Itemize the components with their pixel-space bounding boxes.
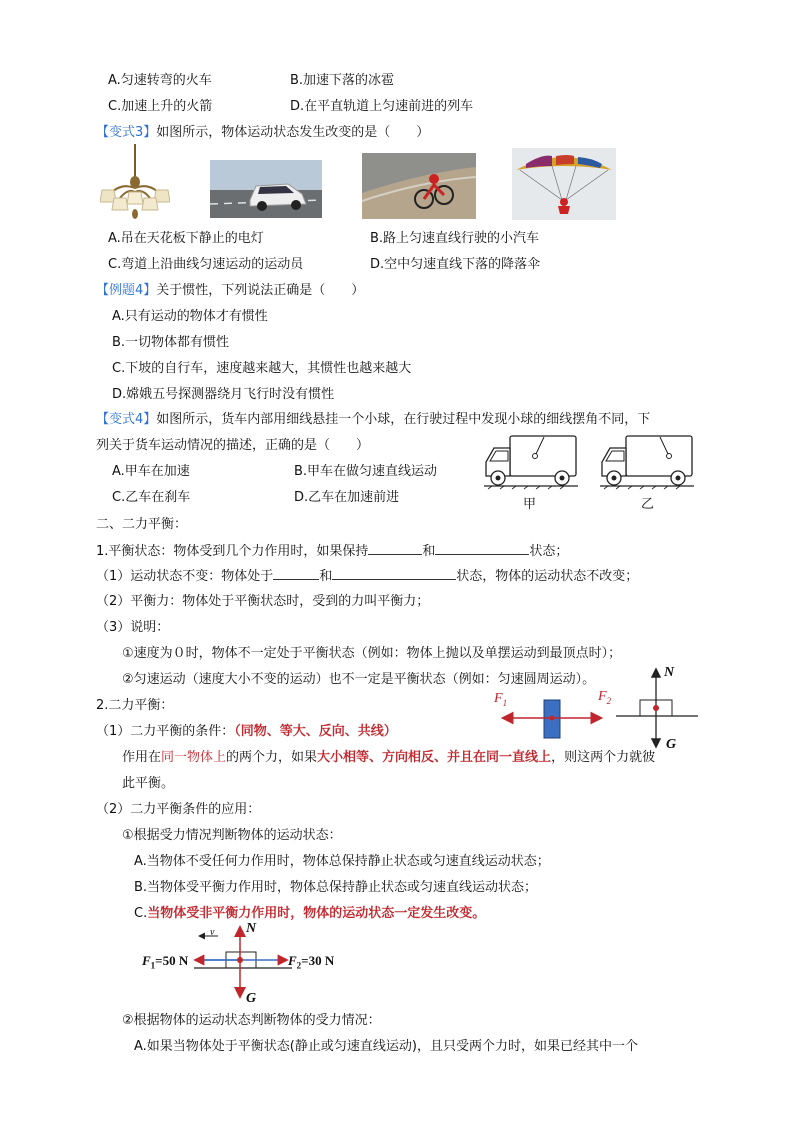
bianshi4-text1: 如图所示，货车内部用细线悬挂一个小球，在行驶过程中发现小球的细线摆角不同，下 <box>156 412 651 427</box>
f2-subscript: 2 <box>606 695 612 706</box>
text: C. <box>134 906 148 921</box>
liti4-option-d: D.嫦娥五号探测器绕月飞行时没有惯性 <box>112 387 335 402</box>
force-figure-2 <box>186 924 296 1002</box>
option-a: A.匀速转弯的火车 <box>108 73 212 88</box>
truck-yi-label: 乙 <box>641 497 655 512</box>
fig2-normal-label: N <box>246 921 257 936</box>
bianshi4-option-c: C.乙车在刹车 <box>112 490 191 505</box>
note-2: ②匀速运动（速度大小不变的运动）也不一定是平衡状态（例如：匀速圆周运动）。 <box>122 672 596 687</box>
bianshi4-line1 <box>96 411 650 429</box>
f2-letter: F <box>288 953 297 968</box>
fill-blank <box>368 542 422 555</box>
condition-explain-cont: 此平衡。 <box>122 776 175 791</box>
liti4-option-b: B.一切物体都有惯性 <box>112 335 230 350</box>
gravity-label: G <box>666 737 677 752</box>
normal-force-label: N <box>664 665 675 680</box>
text: 作用在 <box>122 750 162 765</box>
fill-blank <box>435 542 529 555</box>
application-1a: A.当物体不受任何力作用时，物体总保持静止状态或匀速直线运动状态； <box>134 854 550 869</box>
f1-letter: F <box>494 691 503 706</box>
note-1: ①速度为０时，物体不一定处于平衡状态（例如：物体上抛以及单摆运动到最顶点时）； <box>122 646 622 661</box>
bianshi4-line2: 列关于货车运动情况的描述，正确的是（ ） <box>96 438 370 453</box>
bianshi3-option-d: D.空中匀速直线下落的降落伞 <box>370 257 541 272</box>
velocity-label: v <box>210 927 215 938</box>
two-force-heading: 2.二力平衡： <box>96 698 174 713</box>
section-title: 二、二力平衡： <box>96 517 188 532</box>
truck-yi-figure <box>600 432 694 490</box>
truck-jia-label: 甲 <box>523 497 537 512</box>
application-2a: A.如果当物体处于平衡状态(静止或匀速直线运动)，且只受两个力时，如果已经其中一个 <box>134 1039 638 1054</box>
text: 状态，物体的运动状态不改变； <box>456 569 639 584</box>
bianshi4-option-d: D.乙车在加速前进 <box>294 490 400 505</box>
balance-state-definition <box>96 542 568 561</box>
fig2-f1-label <box>142 952 188 975</box>
bianshi4-option-b: B.甲车在做匀速直线运动 <box>294 464 438 479</box>
option-d: D.在平直轨道上匀速前进的列车 <box>290 99 474 114</box>
parachute-image <box>512 148 616 220</box>
f1-letter: F <box>142 953 151 968</box>
bianshi3-option-a: A.吊在天花板下静止的电灯 <box>108 231 264 246</box>
application-heading: （2）二力平衡条件的应用： <box>96 802 261 817</box>
f2-label <box>598 688 611 710</box>
fill-blank <box>332 567 456 580</box>
f1-value: =50 N <box>155 953 189 968</box>
f2-subscript: 2 <box>296 960 302 971</box>
truck-jia-figure <box>484 432 578 490</box>
highlight-text: 同一物体上 <box>161 750 227 765</box>
application-1c <box>134 905 485 923</box>
highlight-text: 当物体受非平衡力作用时，物体的运动状态一定发生改变。 <box>147 906 486 921</box>
state-unchanged-line <box>96 567 638 586</box>
fill-blank <box>273 567 319 580</box>
liti4-option-c: C.下坡的自行车，速度越来越大，其惯性也越来越大 <box>112 361 412 376</box>
text: 和 <box>319 569 333 584</box>
text: （1）二力平衡的条件： <box>96 724 235 739</box>
highlight-text: 大小相等、方向相反、并且在同一直线上 <box>317 750 552 765</box>
option-c: C.加速上升的火箭 <box>108 99 213 114</box>
text: （1）运动状态不变：物体处于 <box>96 569 274 584</box>
application-1: ①根据受力情况判断物体的运动状态： <box>122 828 342 843</box>
f1-subscript: 1 <box>502 697 508 708</box>
chandelier-image <box>100 142 170 224</box>
liti4-option-a: A.只有运动的物体才有惯性 <box>112 309 268 324</box>
option-b: B.加速下落的冰雹 <box>290 73 395 88</box>
bianshi3-text: 如图所示，物体运动状态发生改变的是（ ） <box>156 125 430 140</box>
application-1b: B.当物体受平衡力作用时，物体总保持静止状态或匀速直线运动状态； <box>134 880 538 895</box>
application-2: ②根据物体的运动状态判断物体的受力情况： <box>122 1013 381 1028</box>
condition-keywords: （同物、等大、反向、共线） <box>234 724 397 739</box>
bianshi4-option-a: A.甲车在加速 <box>112 464 190 479</box>
balanced-force-line: （2）平衡力：物体处于平衡状态时，受到的力叫平衡力； <box>96 594 430 609</box>
text: 1.平衡状态：物体受到几个力作用时，如果保持 <box>96 544 369 559</box>
text: 状态； <box>529 544 569 559</box>
condition-explain <box>122 749 655 767</box>
text: ，则这两个力就彼 <box>551 750 656 765</box>
car-image <box>210 160 322 218</box>
bianshi3-tag: 【变式3】 <box>96 125 157 140</box>
condition-line <box>96 723 397 741</box>
note-heading: （3）说明： <box>96 620 170 635</box>
f2-letter: F <box>598 689 607 704</box>
liti4-text: 关于惯性，下列说法正确是（ ） <box>156 283 365 298</box>
liti4-question <box>96 282 364 300</box>
cyclist-image <box>362 153 476 219</box>
bianshi3-question <box>96 124 429 142</box>
fig2-gravity-label: G <box>246 991 257 1006</box>
fig2-f2-label <box>288 952 334 975</box>
bianshi3-option-c: C.弯道上沿曲线匀速运动的运动员 <box>108 257 304 272</box>
text: 的两个力，如果 <box>226 750 318 765</box>
bianshi3-option-b: B.路上匀速直线行驶的小汽车 <box>370 231 540 246</box>
bianshi4-tag: 【变式4】 <box>96 412 157 427</box>
f1-subscript: 1 <box>150 960 156 971</box>
text: 和 <box>422 544 436 559</box>
f1-label <box>494 690 507 712</box>
liti4-tag: 【例题4】 <box>96 283 157 298</box>
f2-value: =30 N <box>301 953 335 968</box>
